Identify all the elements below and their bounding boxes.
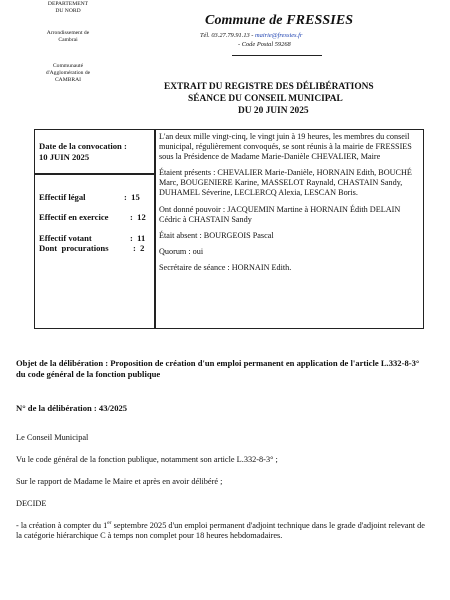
communaute-line-2: d'Agglomération de — [45, 70, 91, 76]
effectif-legal-value: : 15 — [124, 192, 140, 202]
seance-quorum: Quorum : oui — [159, 246, 204, 256]
seance-box — [154, 129, 424, 329]
deliberation-object: Objet de la délibération : Proposition de création d'un emploi permanent en application de l'article L.332-8-3° du code général de la fonction publique — [16, 358, 420, 379]
arrondissement-label — [18, 30, 118, 44]
convocation-box — [34, 129, 156, 175]
body-rapport: Sur le rapport de Madame le Maire et après en avoir délibéré ; — [16, 477, 223, 486]
body-vu: Vu le code général de la fonction publique, notamment son article L.332-8-3° ; — [16, 455, 278, 464]
creation-sup: er — [107, 520, 112, 526]
convocation-label: Date de la convocation : — [39, 141, 127, 151]
effectifs-box — [34, 173, 156, 329]
commune-contact-line — [200, 32, 302, 40]
effectif-exercice-value: : 12 — [130, 212, 146, 222]
department-label — [18, 1, 118, 15]
creation-rest: septembre 2025 d'un emploi permanent d'adjoint technique dans le grade d'adjoint relevant de la catégorie hiérarchique C à temps non complet pour 18 heures hebdomadaires. — [16, 520, 425, 540]
effectif-votant-label: Effectif votant — [39, 233, 92, 243]
seance-pouvoirs: Ont donné pouvoir : JACQUEMIN Martine à HORNAIN Édith DELAIN Cédric à CHASTAIN Sandy — [159, 204, 401, 224]
deliberation-number: N° de la délibération : 43/2025 — [16, 403, 128, 413]
procurations-value: : 2 — [133, 243, 145, 253]
commune-postal: - Code Postal 59268 — [238, 41, 291, 48]
seance-absent: Était absent : BOURGEOIS Pascal — [159, 230, 274, 240]
effectif-legal-label: Effectif légal — [39, 192, 86, 202]
procurations-label: Dont procurations — [39, 243, 109, 253]
header-rule — [232, 55, 322, 56]
seance-secretaire: Secrétaire de séance : HORNAIN Edith. — [159, 262, 292, 272]
extract-heading-line-2: SÉANCE DU CONSEIL MUNICIPAL — [188, 94, 343, 104]
commune-title: Commune de FRESSIES — [205, 13, 354, 28]
commune-phone: Tél. 03.27.79.91.13 - — [200, 32, 254, 39]
arrondissement-line-2: Cambrai — [58, 37, 78, 43]
arrondissement-line-1: Arrondissement de — [46, 30, 90, 36]
extract-heading-line-3: DU 20 JUIN 2025 — [238, 106, 309, 116]
convocation-date: 10 JUIN 2025 — [39, 152, 90, 162]
creation-start: - la création à compter du 1 — [16, 520, 108, 530]
body-conseil: Le Conseil Municipal — [16, 433, 89, 442]
seance-intro: L'an deux mille vingt-cinq, le vingt juin à 19 heures, les membres du conseil municipal, régulièrement convoqués, se sont réunis à la mairie de FRESSIES sous la Présidence de Madame Marie-Danièle CHEVALIER, Maire — [159, 132, 412, 162]
communaute-line-3: CAMBRAI — [54, 77, 82, 83]
body-creation — [16, 518, 432, 541]
communaute-label — [18, 63, 118, 84]
effectif-votant-value: : 11 — [130, 233, 146, 243]
extract-heading-line-1: EXTRAIT DU REGISTRE DES DÉLIBÉRATIONS — [164, 82, 374, 92]
body-decide: DECIDE — [16, 499, 47, 508]
effectif-exercice-label: Effectif en exercice — [39, 212, 109, 222]
department-line-1: DEPARTEMENT — [47, 1, 89, 7]
commune-email: mairie@fressies.fr — [255, 32, 303, 39]
seance-presents: Étaient présents : CHEVALIER Marie-Danièle, HORNAIN Edith, BOUCHÉ Marc, BOUGENIERE Karine, MASSELOT Raynald, CHASTAIN Sandy, DUHAMEL Séverine, LECLERCQ Alexia, LESCAN Boris. — [159, 168, 412, 198]
communaute-line-1: Communauté — [52, 63, 84, 69]
department-line-2: DU NORD — [55, 8, 81, 14]
